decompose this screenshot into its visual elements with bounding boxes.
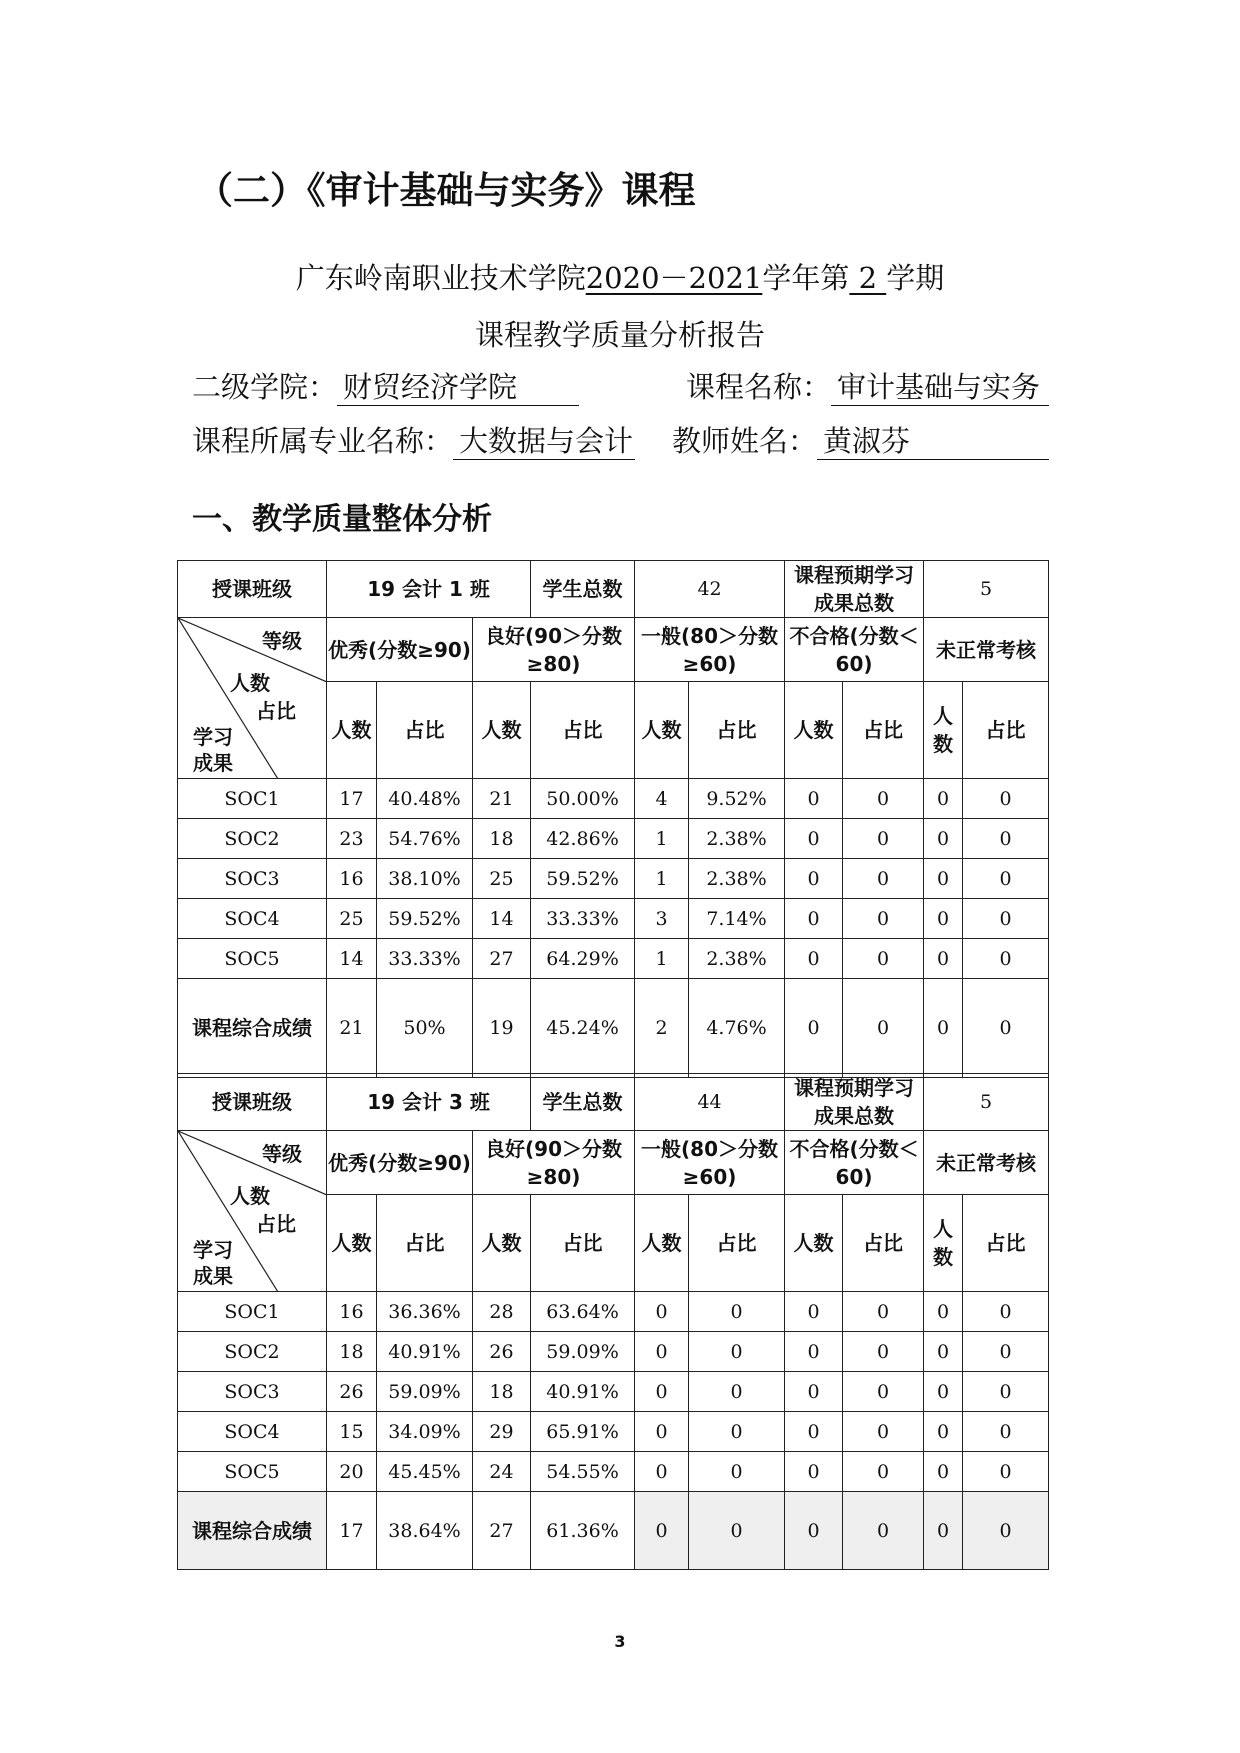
ratio-cell: 0 — [843, 1372, 924, 1412]
quality-table-class3 — [177, 1073, 1049, 1570]
diag-outcome-label: 学习成果 — [193, 1238, 233, 1288]
outcomes-total: 5 — [924, 561, 1049, 618]
overall-ratio-cell: 4.76% — [689, 979, 785, 1078]
outcomes-total-label: 课程预期学习成果总数 — [785, 1074, 924, 1131]
ratio-cell: 0 — [689, 1292, 785, 1332]
count-cell: 0 — [924, 899, 963, 939]
count-cell: 1 — [635, 819, 689, 859]
ratio-cell: 54.76% — [377, 819, 473, 859]
ratio-header: 占比 — [377, 682, 473, 779]
ratio-cell: 59.52% — [377, 899, 473, 939]
ratio-cell: 59.52% — [531, 859, 635, 899]
ratio-cell: 0 — [963, 1452, 1049, 1492]
ratio-cell: 50.00% — [531, 779, 635, 819]
overall-ratio-cell: 0 — [963, 1492, 1049, 1570]
table-row — [178, 819, 1049, 859]
count-header: 人数 — [635, 682, 689, 779]
count-cell: 0 — [924, 1292, 963, 1332]
outcome-name: SOC3 — [178, 859, 327, 899]
count-cell: 16 — [327, 1292, 377, 1332]
count-cell: 0 — [924, 779, 963, 819]
ratio-cell: 0 — [843, 899, 924, 939]
count-cell: 3 — [635, 899, 689, 939]
count-cell: 0 — [924, 1332, 963, 1372]
count-cell: 14 — [327, 939, 377, 979]
course-label: 课程名称： — [686, 370, 832, 404]
table-body — [178, 779, 1049, 979]
overall-count-cell: 17 — [327, 1492, 377, 1570]
ratio-header: 占比 — [531, 1195, 635, 1292]
ratio-header: 占比 — [963, 1195, 1049, 1292]
overall-ratio-cell: 38.64% — [377, 1492, 473, 1570]
ratio-header: 占比 — [689, 682, 785, 779]
diag-outcome-label: 学习成果 — [193, 725, 233, 775]
diagonal-header — [178, 618, 327, 779]
count-cell: 0 — [924, 1412, 963, 1452]
diag-grade-label: 等级 — [262, 1142, 302, 1166]
count-cell: 0 — [785, 1292, 843, 1332]
ratio-cell: 38.10% — [377, 859, 473, 899]
count-header: 人数 — [924, 1195, 963, 1292]
count-cell: 0 — [635, 1372, 689, 1412]
count-cell: 26 — [473, 1332, 531, 1372]
count-cell: 0 — [924, 819, 963, 859]
table-row — [178, 1452, 1049, 1492]
ratio-cell: 65.91% — [531, 1412, 635, 1452]
ratio-header: 占比 — [963, 682, 1049, 779]
outcomes-total: 5 — [924, 1074, 1049, 1131]
table-row — [178, 859, 1049, 899]
ratio-cell: 0 — [843, 1292, 924, 1332]
ratio-cell: 0 — [689, 1412, 785, 1452]
overall-row — [178, 1492, 1049, 1570]
overall-count-cell: 0 — [785, 979, 843, 1078]
report-term-suffix: 学期 — [886, 261, 945, 295]
ratio-cell: 0 — [843, 1452, 924, 1492]
outcome-name: SOC3 — [178, 1372, 327, 1412]
diag-ratio-label: 占比 — [256, 1212, 296, 1236]
overall-ratio-cell: 0 — [963, 979, 1049, 1078]
page-number: 3 — [614, 1632, 626, 1651]
ratio-cell: 0 — [689, 1332, 785, 1372]
college-row — [192, 365, 579, 406]
count-cell: 21 — [473, 779, 531, 819]
outcome-name: SOC4 — [178, 1412, 327, 1452]
grade-fail: 不合格(分数＜60) — [785, 1131, 924, 1195]
ratio-header: 占比 — [531, 682, 635, 779]
ratio-cell: 0 — [689, 1372, 785, 1412]
table-row — [178, 1372, 1049, 1412]
ratio-cell: 54.55% — [531, 1452, 635, 1492]
ratio-cell: 36.36% — [377, 1292, 473, 1332]
grade-excellent: 优秀(分数≥90) — [327, 1131, 473, 1195]
overall-ratio-cell: 0 — [843, 979, 924, 1078]
ratio-cell: 0 — [843, 1332, 924, 1372]
teacher-value: 黄淑芬 — [817, 423, 1049, 460]
overall-count-cell: 0 — [785, 1492, 843, 1570]
count-header: 人数 — [924, 682, 963, 779]
table-row — [178, 899, 1049, 939]
ratio-header: 占比 — [843, 682, 924, 779]
class-name: 19 会计 1 班 — [327, 561, 531, 618]
section-title: （二）《审计基础与实务》课程 — [196, 169, 696, 212]
ratio-cell: 42.86% — [531, 819, 635, 859]
ratio-cell: 63.64% — [531, 1292, 635, 1332]
outcome-name: SOC1 — [178, 779, 327, 819]
report-title-line1 — [0, 256, 1240, 297]
report-school: 广东岭南职业技术学院 — [295, 261, 586, 295]
count-header: 人数 — [473, 1195, 531, 1292]
overall-ratio-cell: 50% — [377, 979, 473, 1078]
grade-good: 良好(90＞分数≥80) — [473, 1131, 635, 1195]
ratio-cell: 0 — [963, 1332, 1049, 1372]
count-cell: 18 — [327, 1332, 377, 1372]
count-cell: 0 — [785, 1412, 843, 1452]
count-cell: 0 — [785, 1372, 843, 1412]
overall-count-cell: 0 — [635, 1492, 689, 1570]
overall-ratio-cell: 0 — [843, 1492, 924, 1570]
ratio-cell: 0 — [843, 819, 924, 859]
count-cell: 24 — [473, 1452, 531, 1492]
table-row — [178, 1412, 1049, 1452]
grade-absent: 未正常考核 — [924, 1131, 1049, 1195]
course-row — [686, 365, 1049, 406]
count-cell: 0 — [785, 899, 843, 939]
teacher-label: 教师姓名： — [672, 424, 818, 458]
overall-ratio-cell: 0 — [689, 1492, 785, 1570]
ratio-cell: 0 — [843, 939, 924, 979]
count-cell: 27 — [473, 939, 531, 979]
grade-excellent: 优秀(分数≥90) — [327, 618, 473, 682]
ratio-cell: 0 — [963, 859, 1049, 899]
overall-count-cell: 0 — [924, 1492, 963, 1570]
outcome-name: SOC5 — [178, 939, 327, 979]
count-cell: 16 — [327, 859, 377, 899]
total-students: 44 — [635, 1074, 785, 1131]
overall-ratio-cell: 45.24% — [531, 979, 635, 1078]
overall-count-cell: 21 — [327, 979, 377, 1078]
table-body — [178, 1292, 1049, 1492]
count-cell: 0 — [635, 1452, 689, 1492]
diag-grade-label: 等级 — [262, 629, 302, 653]
count-cell: 0 — [924, 859, 963, 899]
count-cell: 20 — [327, 1452, 377, 1492]
diagonal-header — [178, 1131, 327, 1292]
table-row — [178, 1292, 1049, 1332]
outcome-name: SOC4 — [178, 899, 327, 939]
ratio-cell: 0 — [843, 859, 924, 899]
grade-average: 一般(80＞分数≥60) — [635, 1131, 785, 1195]
count-cell: 28 — [473, 1292, 531, 1332]
ratio-header: 占比 — [689, 1195, 785, 1292]
table-row — [178, 1332, 1049, 1372]
outcome-name: SOC2 — [178, 819, 327, 859]
overall-row — [178, 979, 1049, 1078]
outcome-name: SOC1 — [178, 1292, 327, 1332]
ratio-cell: 0 — [963, 1372, 1049, 1412]
count-cell: 14 — [473, 899, 531, 939]
ratio-cell: 34.09% — [377, 1412, 473, 1452]
ratio-cell: 59.09% — [377, 1372, 473, 1412]
count-header: 人数 — [635, 1195, 689, 1292]
ratio-cell: 0 — [963, 939, 1049, 979]
count-header: 人数 — [327, 1195, 377, 1292]
count-cell: 25 — [473, 859, 531, 899]
ratio-cell: 0 — [963, 819, 1049, 859]
table-row — [178, 779, 1049, 819]
overall-count-cell: 0 — [924, 979, 963, 1078]
count-header: 人数 — [785, 682, 843, 779]
major-row — [192, 419, 635, 460]
count-header: 人数 — [473, 682, 531, 779]
ratio-cell: 40.91% — [377, 1332, 473, 1372]
ratio-cell: 0 — [963, 1292, 1049, 1332]
ratio-cell: 40.48% — [377, 779, 473, 819]
outcomes-total-label: 课程预期学习成果总数 — [785, 561, 924, 618]
count-cell: 15 — [327, 1412, 377, 1452]
outcome-name: SOC2 — [178, 1332, 327, 1372]
count-cell: 18 — [473, 819, 531, 859]
count-cell: 0 — [785, 859, 843, 899]
count-header: 人数 — [785, 1195, 843, 1292]
grade-fail: 不合格(分数＜60) — [785, 618, 924, 682]
course-value: 审计基础与实务 — [831, 369, 1049, 406]
major-value: 大数据与会计 — [453, 423, 635, 460]
overall-ratio-cell: 61.36% — [531, 1492, 635, 1570]
teacher-row — [672, 419, 1049, 460]
major-label: 课程所属专业名称： — [192, 424, 454, 458]
grade-good: 良好(90＞分数≥80) — [473, 618, 635, 682]
grade-average: 一般(80＞分数≥60) — [635, 618, 785, 682]
count-cell: 0 — [924, 1452, 963, 1492]
college-label: 二级学院： — [192, 370, 338, 404]
report-year-mid: 学年第 — [762, 261, 850, 295]
diag-count-label: 人数 — [230, 1184, 270, 1208]
count-header: 人数 — [327, 682, 377, 779]
table-row — [178, 939, 1049, 979]
ratio-cell: 2.38% — [689, 859, 785, 899]
ratio-cell: 0 — [963, 899, 1049, 939]
count-cell: 0 — [635, 1292, 689, 1332]
college-value: 财贸经济学院 — [337, 369, 579, 406]
ratio-cell: 0 — [963, 1412, 1049, 1452]
count-cell: 0 — [785, 779, 843, 819]
count-cell: 0 — [785, 939, 843, 979]
count-cell: 17 — [327, 779, 377, 819]
count-cell: 4 — [635, 779, 689, 819]
report-term: 2 — [858, 261, 878, 295]
total-students: 42 — [635, 561, 785, 618]
overall-count-cell: 19 — [473, 979, 531, 1078]
class-label: 授课班级 — [178, 561, 327, 618]
count-cell: 0 — [785, 819, 843, 859]
class-name: 19 会计 3 班 — [327, 1074, 531, 1131]
quality-table-class1 — [177, 560, 1049, 1078]
ratio-cell: 2.38% — [689, 939, 785, 979]
ratio-cell: 45.45% — [377, 1452, 473, 1492]
diag-ratio-label: 占比 — [256, 699, 296, 723]
count-cell: 0 — [785, 1332, 843, 1372]
ratio-cell: 9.52% — [689, 779, 785, 819]
count-cell: 0 — [635, 1412, 689, 1452]
ratio-cell: 40.91% — [531, 1372, 635, 1412]
students-label: 学生总数 — [531, 1074, 635, 1131]
ratio-header: 占比 — [377, 1195, 473, 1292]
grade-absent: 未正常考核 — [924, 618, 1049, 682]
ratio-cell: 33.33% — [531, 899, 635, 939]
ratio-cell: 0 — [843, 1412, 924, 1452]
overall-label: 课程综合成绩 — [178, 979, 327, 1078]
ratio-cell: 7.14% — [689, 899, 785, 939]
count-cell: 29 — [473, 1412, 531, 1452]
count-cell: 1 — [635, 859, 689, 899]
diag-count-label: 人数 — [230, 671, 270, 695]
overall-count-cell: 2 — [635, 979, 689, 1078]
report-year-range: 2020－2021 — [585, 261, 763, 295]
count-cell: 0 — [635, 1332, 689, 1372]
ratio-cell: 0 — [843, 779, 924, 819]
ratio-cell: 33.33% — [377, 939, 473, 979]
report-title-line2: 课程教学质量分析报告 — [474, 318, 765, 352]
ratio-cell: 2.38% — [689, 819, 785, 859]
ratio-header: 占比 — [843, 1195, 924, 1292]
count-cell: 1 — [635, 939, 689, 979]
class-label: 授课班级 — [178, 1074, 327, 1131]
heading-overall-analysis: 一、教学质量整体分析 — [192, 502, 492, 537]
overall-label: 课程综合成绩 — [178, 1492, 327, 1570]
count-cell: 26 — [327, 1372, 377, 1412]
count-cell: 23 — [327, 819, 377, 859]
count-cell: 0 — [924, 1372, 963, 1412]
count-cell: 25 — [327, 899, 377, 939]
ratio-cell: 64.29% — [531, 939, 635, 979]
count-cell: 18 — [473, 1372, 531, 1412]
ratio-cell: 59.09% — [531, 1332, 635, 1372]
overall-count-cell: 27 — [473, 1492, 531, 1570]
ratio-cell: 0 — [963, 779, 1049, 819]
ratio-cell: 0 — [689, 1452, 785, 1492]
students-label: 学生总数 — [531, 561, 635, 618]
count-cell: 0 — [924, 939, 963, 979]
count-cell: 0 — [785, 1452, 843, 1492]
outcome-name: SOC5 — [178, 1452, 327, 1492]
